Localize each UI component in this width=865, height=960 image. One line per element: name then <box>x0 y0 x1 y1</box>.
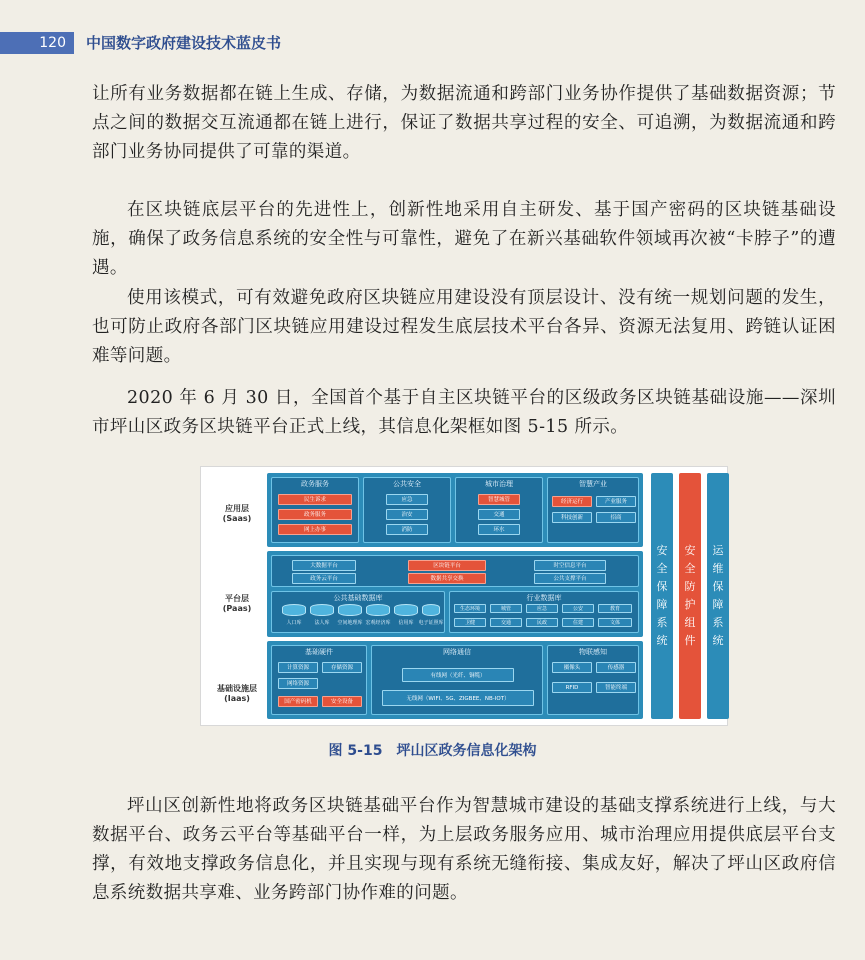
chip-hw: 国产密码机 <box>278 696 318 707</box>
db-icon <box>310 604 334 616</box>
column-char: 系 <box>712 616 724 629</box>
chip-city-3: 环水 <box>478 524 520 535</box>
platform-layer-band <box>267 551 643 637</box>
chip-net: 有线网（光纤、铜缆） <box>402 668 514 682</box>
chip-plat-2: 区块链平台 <box>408 560 486 571</box>
column-char: 件 <box>684 634 696 647</box>
db-label: 宏观经济库 <box>365 620 391 626</box>
db-icon <box>394 604 418 616</box>
chip-hw: 安全设备 <box>322 696 362 707</box>
db-icon <box>282 604 306 616</box>
chip-idb: 民政 <box>526 618 558 627</box>
platform-services-block <box>271 555 639 587</box>
db-label: 电子证照库 <box>418 620 444 626</box>
chip-iot: 摄像头 <box>552 662 592 673</box>
city-governance-block: 城市治理 智慧城管 交通 环水 <box>455 477 543 543</box>
column-char: 全 <box>656 562 668 575</box>
column-char: 保 <box>712 580 724 593</box>
paragraph-5: 坪山区创新性地将政务区块链基础平台作为智慧城市建设的基础支撑系统进行上线，与大数据平台、政务云平台等基础平台一样，为上层政务服务应用、城市治理应用提供底层平台支撑，有效地支撑政务信息化，并且实现与现有系统无缝衔接、集成友好，解决了坪山区政府信息系统数据共享难、业务跨部门协作难的问题。 <box>92 796 836 903</box>
chip-ind-1: 经济运行 <box>552 496 592 507</box>
db-label: 法人库 <box>314 620 330 626</box>
column-char: 统 <box>712 634 724 647</box>
db-label: 人口库 <box>286 620 302 626</box>
column-char: 安 <box>684 544 696 557</box>
column-char: 组 <box>684 616 696 629</box>
column-char: 维 <box>712 562 724 575</box>
chip-iot: 智能终端 <box>596 682 636 693</box>
chip-iot: 传感器 <box>596 662 636 673</box>
layer-label-infra: 基础设施层 (Iaas) <box>217 684 257 703</box>
chip-idb: 交通 <box>490 618 522 627</box>
chip-plat-4: 时空信息平台 <box>534 560 606 571</box>
iot-block: 物联感知 摄像头 传感器 RFID 智能终端 <box>547 645 639 715</box>
column-char: 护 <box>684 598 696 611</box>
db-label: 空间地理库 <box>337 620 363 626</box>
column-char: 保 <box>656 580 668 593</box>
layer-label-platform: 平台层 (Paas) <box>222 594 252 613</box>
figure-caption: 图 5-15 坪山区政务信息化架构 <box>328 743 537 759</box>
layer-label-app: 应用层 (Saas) <box>222 504 252 523</box>
chip-plat-5: 数据共享交换 <box>408 573 486 584</box>
app-layer-band <box>267 473 643 547</box>
public-security-block: 公共安全 应急 治安 消防 <box>363 477 451 543</box>
column-char: 系 <box>656 616 668 629</box>
chip-idb: 城管 <box>490 604 522 613</box>
chip-gov-1: 民生诉求 <box>278 494 352 505</box>
network-block: 网络通信 有线网（光纤、铜缆） 无线网（WIFI、5G、ZIGBEE、NB-IOT） <box>371 645 543 715</box>
industry-db-block: 行业数据库 生态环境 城管 应急 公安 教育 卫健 交通 民政 住建 文体 <box>449 591 639 633</box>
column-char: 运 <box>712 544 724 557</box>
security-protection-column <box>679 473 701 719</box>
column-char: 障 <box>656 598 668 611</box>
chip-ind-3: 科技创新 <box>552 512 592 523</box>
chip-city-2: 交通 <box>478 509 520 520</box>
security-assurance-column <box>651 473 673 719</box>
book-title: 中国数字政府建设技术蓝皮书 <box>86 34 282 52</box>
chip-idb: 文体 <box>598 618 632 627</box>
chip-sec-2: 治安 <box>386 509 428 520</box>
chip-net: 无线网（WIFI、5G、ZIGBEE、NB-IOT） <box>382 690 534 706</box>
chip-idb: 生态环境 <box>454 604 486 613</box>
chip-iot: RFID <box>552 682 592 693</box>
paragraph-3: 使用该模式，可有效避免政府区块链应用建设没有顶层设计、没有统一规划问题的发生，也可防止政府各部门区块链应用建设过程发生底层技术平台各异、资源无法复用、跨链认证困难等问题。 <box>92 288 836 366</box>
chip-plat-1: 大数据平台 <box>292 560 356 571</box>
hardware-block: 基础硬件 计算资源 存储资源 网络资源 国产密码机 安全设备 <box>271 645 367 715</box>
chip-idb: 应急 <box>526 604 558 613</box>
column-char: 全 <box>684 562 696 575</box>
paragraph-1: 让所有业务数据都在链上生成、存储，为数据流通和跨部门业务协作提供了基础数据资源；节点之间的数据交互流通都在链上进行，保证了数据共享过程的安全、可追溯，为数据流通和跨部门业务协同提供了可靠的渠道。 <box>92 84 836 162</box>
chip-sec-1: 应急 <box>386 494 428 505</box>
chip-idb: 住建 <box>562 618 594 627</box>
chip-idb: 公安 <box>562 604 594 613</box>
db-icon <box>338 604 362 616</box>
db-label: 信用库 <box>398 620 414 626</box>
chip-ind-2: 产业服务 <box>596 496 636 507</box>
chip-sec-3: 消防 <box>386 524 428 535</box>
paragraph-4: 2020 年 6 月 30 日，全国首个基于自主区块链平台的区级政务区块链基础设施——深圳市坪山区政务区块链平台正式上线，其信息化架框如图 5-15 所示。 <box>92 388 836 437</box>
column-char: 安 <box>656 544 668 557</box>
chip-hw: 计算资源 <box>278 662 318 673</box>
chip-idb: 教育 <box>598 604 632 613</box>
ops-assurance-column <box>707 473 729 719</box>
chip-idb: 卫健 <box>454 618 486 627</box>
column-char: 统 <box>656 634 668 647</box>
chip-ind-4: 招商 <box>596 512 636 523</box>
chip-hw: 存储资源 <box>322 662 362 673</box>
paragraph-2: 在区块链底层平台的先进性上，创新性地采用自主研发、基于国产密码的区块链基础设施，确保了政务信息系统的安全性与可靠性，避免了在新兴基础软件领域再次被“卡脖子”的遭遇。 <box>92 200 836 278</box>
chip-gov-2: 政务服务 <box>278 509 352 520</box>
page-header <box>0 32 865 54</box>
smart-industry-block: 智慧产业 经济运行 产业服务 科技创新 招商 <box>547 477 639 543</box>
db-icon <box>422 604 440 616</box>
chip-plat-3: 政务云平台 <box>292 573 356 584</box>
chip-plat-6: 公共支撑平台 <box>534 573 606 584</box>
chip-hw: 网络资源 <box>278 678 318 689</box>
infra-layer-band <box>267 641 643 719</box>
chip-gov-3: 网上办事 <box>278 524 352 535</box>
architecture-figure <box>200 466 728 726</box>
column-char: 障 <box>712 598 724 611</box>
db-icon <box>366 604 390 616</box>
chip-city-1: 智慧城管 <box>478 494 520 505</box>
gov-service-block: 政务服务 民生诉求 政务服务 网上办事 <box>271 477 359 543</box>
public-db-block: 公共基础数据库 人口库 法人库 空间地理库 宏观经济库 信用库 电子证照库 <box>271 591 445 633</box>
column-char: 防 <box>684 580 696 593</box>
page-number: 120 <box>0 32 74 54</box>
